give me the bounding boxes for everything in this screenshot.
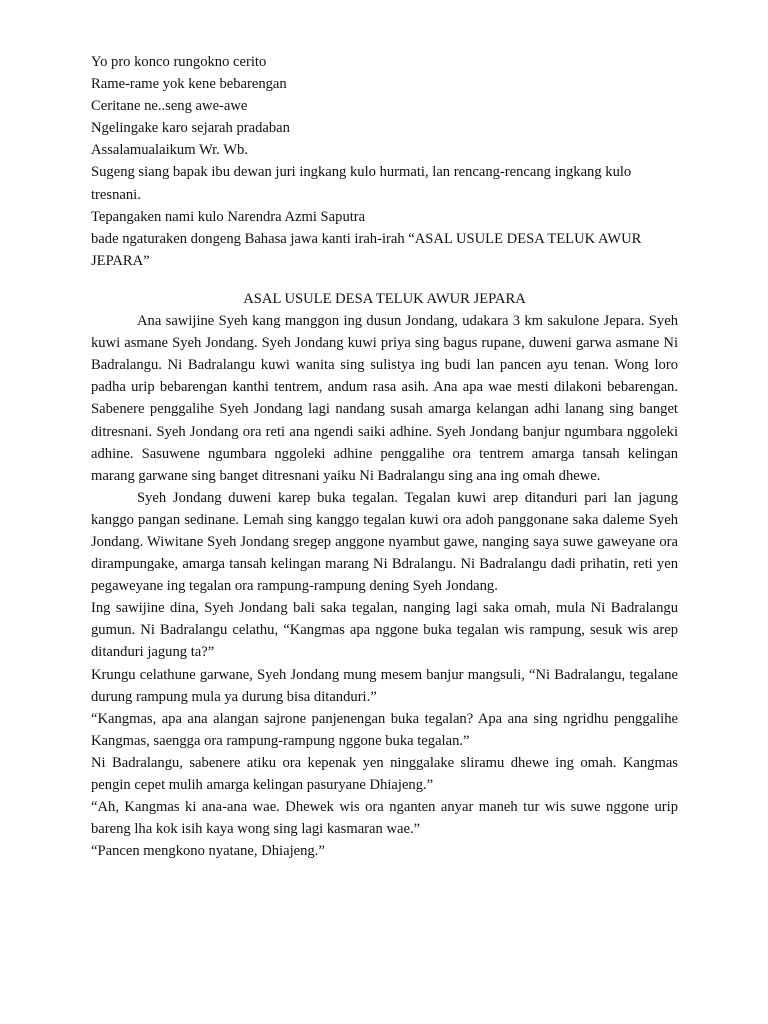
intro-line-3: Ceritane ne..seng awe-awe bbox=[91, 98, 248, 115]
intro-line-2: Rame-rame yok kene bebarengan bbox=[91, 76, 287, 93]
story-paragraph-7: “Ah, Kangmas ki ana-ana wae. Dhewek wis ora nganten anyar maneh tur wis suwe nggone urip bareng lha kok isih kaya wong sing lagi kasmaran wae.” bbox=[91, 799, 678, 838]
opening-remarks: Sugeng siang bapak ibu dewan juri ingkang kulo hurmati, lan rencang-rencang ingkang kulo tresnani. bbox=[91, 164, 632, 203]
story-paragraph-1: Ana sawijine Syeh kang manggon ing dusun Jondang, udakara 3 km sakulone Jepara. Syeh kuwi asmane Syeh Jondang. Syeh Jondang kuwi priya sing bagus rupane, duweni garwa asmane Ni Badralangu. Ni Badralangu kuwi wanita sing sulistya ing budi lan pancen ayu tenan. Wong loro padha urip bebarengan kanthi tentrem, andum rasa asih. Ana apa wae mesti dilakoni bebarengan. Sabenere penggalihe Syeh Jondang lagi nandang susah amarga kelangan adhi lanang sing banget ditresnani. Syeh Jondang ora reti ana ngendi saiki adhine. Syeh Jondang banjur ngumbara nggoleki adhine. Sasuwene ngumbara nggoleki adhine penggalihe ora tentrem amarga tansah kelingan marang garwane sing banget ditresnani yaiku Ni Badralangu sing ana ing omah dhewe. bbox=[91, 313, 678, 484]
story-paragraph-4: Krungu celathune garwane, Syeh Jondang mung mesem banjur mangsuli, “Ni Badralangu, tegalane durung rampung mula ya durung bisa ditanduri.” bbox=[91, 666, 678, 705]
speaker-introduction: Tepangaken nami kulo Narendra Azmi Saputra bbox=[91, 208, 366, 225]
story-title: ASAL USULE DESA TELUK AWUR JEPARA bbox=[243, 290, 526, 307]
story-paragraph-6: Ni Badralangu, sabenere atiku ora kepenak yen ninggalake sliramu dhewe ing omah. Kangmas pengin cepet mulih amarga kelingan pasuryane Dhiajeng.” bbox=[91, 754, 678, 793]
story-announcement: bade ngaturaken dongeng Bahasa jawa kanti irah-irah “ASAL USULE DESA TELUK AWUR JEPARA” bbox=[91, 230, 642, 269]
story-paragraph-3: Ing sawijine dina, Syeh Jondang bali saka tegalan, nanging lagi saka omah, mula Ni Badralangu gumun. Ni Badralangu celathu, “Kangmas apa nggone buka tegalan wis rampung, sesuk wis arep ditanduri jagung ta?” bbox=[91, 600, 678, 661]
intro-line-1: Yo pro konco rungokno cerito bbox=[91, 54, 267, 70]
story-paragraph-5: “Kangmas, apa ana alangan sajrone panjenengan buka tegalan? Apa ana sing ngridhu penggalihe Kangmas, saengga ora rampung-rampung nggone buka tegalan.” bbox=[91, 710, 678, 749]
intro-line-4: Ngelingake karo sejarah pradaban bbox=[91, 120, 290, 137]
story-paragraph-2: Syeh Jondang duweni karep buka tegalan. Tegalan kuwi arep ditanduri pari lan jagung kanggo pangan sedinane. Lemah sing kanggo tegalan kuwi ora adoh panggonane saka daleme Syeh Jondang. Wiwitane Syeh Jondang sregep anggone nyambut gawe, nanging saya suwe gaweyane ora dirampungake, amarga tansah kelingan marang Ni Bdralangu. Ni Badralangu dadi prihatin, reti yen pegaweyane ing tegalan ora rampung-rampung dening Syeh Jondang. bbox=[91, 489, 678, 595]
greeting-line: Assalamualaikum Wr. Wb. bbox=[91, 142, 248, 159]
story-paragraph-8: “Pancen mengkono nyatane, Dhiajeng.” bbox=[91, 843, 325, 860]
document-page bbox=[91, 51, 678, 862]
